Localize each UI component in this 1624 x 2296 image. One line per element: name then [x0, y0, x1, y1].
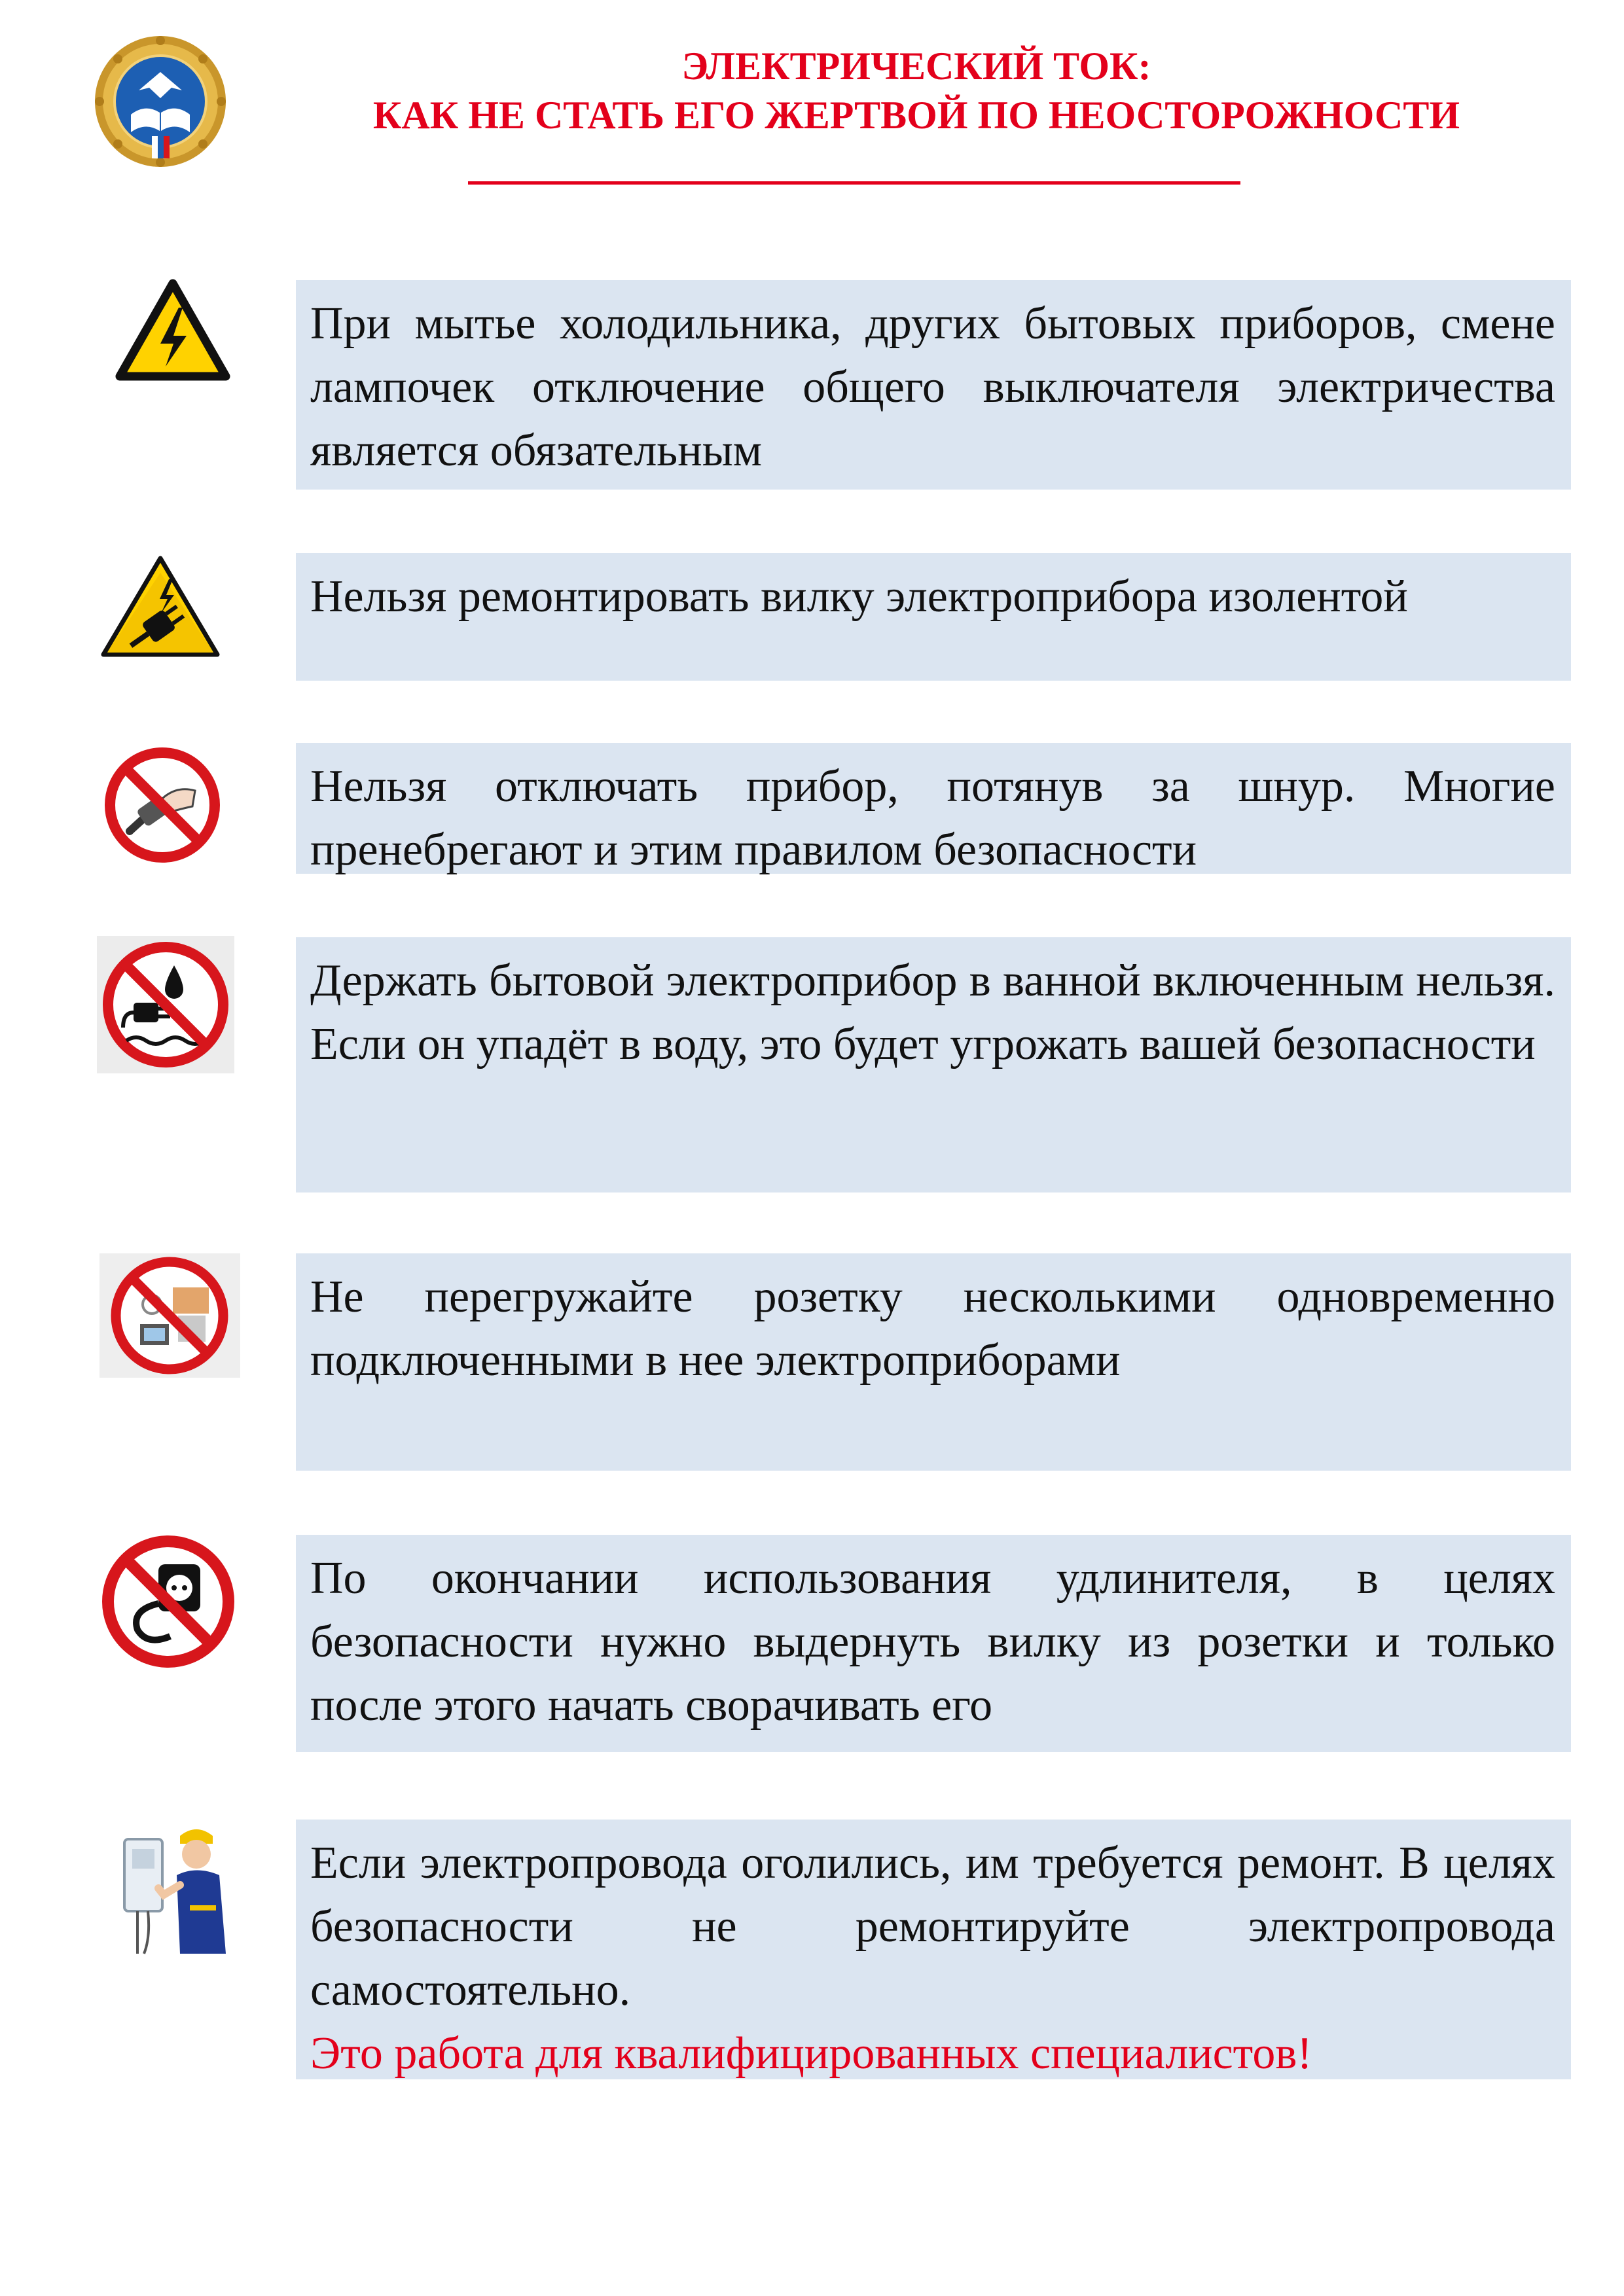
no-socket-overload-icon [99, 1253, 240, 1378]
rule-text-7-warning: Это работа для квалифицированных специалистов! [310, 2028, 1312, 2079]
high-voltage-warning-icon [115, 278, 231, 383]
no-pulling-cord-icon [103, 746, 221, 864]
rule-item-1 [296, 280, 1571, 490]
rule-text-2: Нельзя ремонтировать вилку электроприбора изолентой [310, 571, 1408, 622]
electric-plug-hazard-warning-icon [98, 553, 223, 661]
rule-item-3 [296, 743, 1571, 874]
no-coiling-plugged-extension-icon [98, 1532, 239, 1672]
no-appliance-near-water-icon [97, 936, 234, 1073]
rule-text-5: Не перегружайте розетку несколькими одновременно подключенными в нее электроприборами [310, 1272, 1555, 1386]
rule-item-6 [296, 1535, 1571, 1752]
rule-item-2 [296, 553, 1571, 681]
rule-text-6: По окончании использования удлинителя, в целях безопасности нужно выдернуть вилку из розетки и только после этого начать сворачивать его [310, 1553, 1555, 1731]
rule-text-4: Держать бытовой электроприбор в ванной включенным нельзя. Если он упадёт в воду, это будет угрожать вашей безопасности [310, 956, 1555, 1069]
page-title-line-1: ЭЛЕКТРИЧЕСКИЙ ТОК: [681, 45, 1151, 88]
emblem-logo-icon [92, 33, 229, 170]
page-title-line-2: КАК НЕ СТАТЬ ЕГО ЖЕРТВОЙ ПО НЕОСТОРОЖНОСТИ [372, 94, 1460, 137]
rule-item-5 [296, 1253, 1571, 1471]
rule-text-3: Нельзя отключать прибор, потянув за шнур. Многие пренебрегают и этим правилом безопасности [310, 761, 1555, 875]
rule-item-4 [296, 937, 1571, 1193]
electrician-worker-icon [118, 1823, 242, 1960]
title-underline [468, 181, 1240, 185]
rule-text-1: При мытье холодильника, других бытовых приборов, смене лампочек отключение общего выключателя электричества является обязательным [310, 298, 1555, 476]
rule-item-7 [296, 1820, 1571, 2079]
rule-text-7: Если электропровода оголились, им требуется ремонт. В целях безопасности не ремонтируйте электропровода самостоятельно. [310, 1838, 1555, 2015]
